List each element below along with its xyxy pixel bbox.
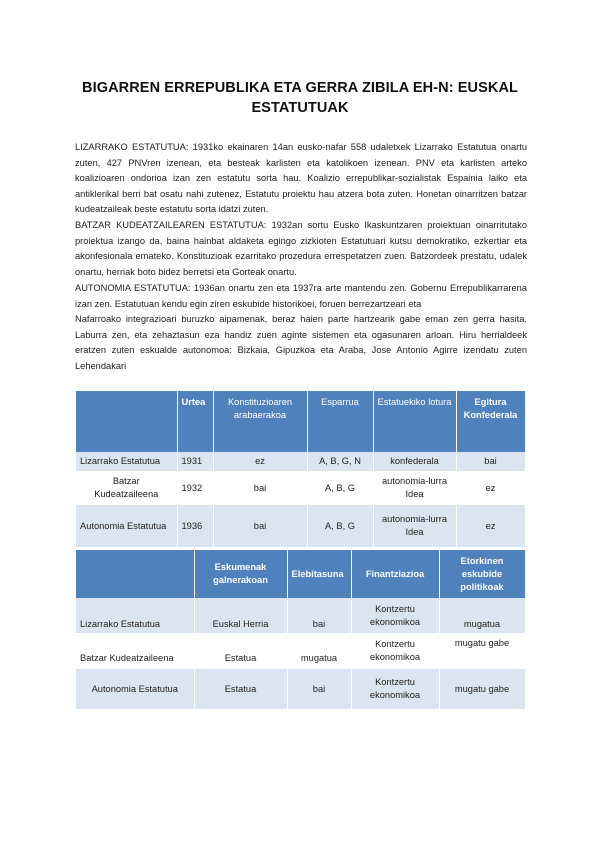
- table-cell: mugatua: [287, 633, 351, 669]
- table-cell: mugatu gabe: [439, 669, 525, 709]
- table-cell: 1931: [177, 452, 213, 471]
- table-cell: autonomia-lurra Idea: [373, 505, 456, 547]
- paragraph-batzar: [75, 218, 527, 280]
- table-cell: A, B, G, N: [307, 452, 373, 471]
- table-cell: Batzar Kudeatzaileena: [76, 633, 194, 669]
- table-header: Urtea: [177, 391, 213, 452]
- table-header: [76, 391, 177, 452]
- table-cell: Kontzertu ekonomikoa: [351, 669, 439, 709]
- table-header: Estatuekiko lotura: [373, 391, 456, 452]
- table-cell: mugatua: [439, 598, 525, 633]
- table-header-row: [76, 391, 525, 452]
- table-cell: autonomia-lurra Idea: [373, 471, 456, 505]
- table-header: Finantziazioa: [351, 550, 439, 598]
- table-header: Etorkinen eskubide politikoak: [439, 550, 525, 598]
- table-row: [76, 669, 525, 709]
- table-row: [76, 452, 525, 471]
- table-cell: Lizarrako Estatutua: [76, 452, 177, 471]
- table-header: Egitura Konfederala: [456, 391, 525, 452]
- table-header: Eskumenak galnerakoan: [194, 550, 287, 598]
- statutes-table-2: [76, 550, 526, 709]
- table-cell: Kontzertu ekonomikoa: [351, 633, 439, 669]
- table-header: [76, 550, 194, 598]
- table-cell: ez: [213, 452, 307, 471]
- table-header: Konstituzioaren arabaerakoa: [213, 391, 307, 452]
- table-cell: Estatua: [194, 633, 287, 669]
- paragraph-lizarrako: [75, 140, 527, 218]
- table-cell: bai: [213, 505, 307, 547]
- page-title: BIGARREN ERREPUBLIKA ETA GERRA ZIBILA EH-N: EUSKAL ESTATUTUAK: [82, 80, 518, 116]
- paragraph-autonomia: [75, 281, 527, 375]
- table-cell: A, B, G: [307, 505, 373, 547]
- table-row: [76, 633, 525, 669]
- table-row: [76, 471, 525, 505]
- table-cell: A, B, G: [307, 471, 373, 505]
- table-cell: konfederala: [373, 452, 456, 471]
- table-header-row: [76, 550, 525, 598]
- table-cell: ez: [456, 471, 525, 505]
- table-cell: Estatua: [194, 669, 287, 709]
- table-cell: Autonomia Estatutua: [76, 669, 194, 709]
- table-cell: Autonomia Estatutua: [76, 505, 177, 547]
- table-row: [76, 598, 525, 633]
- table-header: Esparrua: [307, 391, 373, 452]
- statutes-table-1: [76, 391, 526, 547]
- table-header: Elebitasuna: [287, 550, 351, 598]
- paragraph-text: LIZARRAKO ESTATUTUA: 1931ko ekainaren 14an eusko-nafar 558 udaletxek Lizarrako Estatutua onartu zuten, 427 PNVren izenean, eta besteak karlisten eta katolikoen izenean. PNV eta karlisten arteko koalizioaren ondorioa izan zen estatutu sorta hau. Koalizio errepublikar-sozialistak Espainia laiko eta antiklerikal berri bat osatu nahi zutenez, Estatutu proiektu hau atzera bota zuten. Honetan oinarritzen batzar kudeatzaileak beste estatutu sorta idatzi zuten.: [75, 142, 527, 215]
- table-cell: bai: [213, 471, 307, 505]
- table-row: [76, 505, 525, 547]
- table-cell: 1932: [177, 471, 213, 505]
- table-cell: ez: [456, 505, 525, 547]
- table-cell: bai: [287, 669, 351, 709]
- paragraph-text: Nafarroako integrazioari buruzko aipamenak, beraz haien parte hartzearik gabe eman zen gerra hasita. Laburra zen, eta zehaztasun eza handiz zuen aginte sistemen eta ogasunaren arloan. Hiru herrialdeek eratzen zuten eskualde autonomoa: Bizkaia, Gipuzkoa eta Araba, Jose Antonio Agirre izendatu zuten Lehendakari: [75, 314, 527, 371]
- table-cell: Batzar Kudeatzaileena: [76, 471, 177, 505]
- table-cell: Kontzertu ekonomikoa: [351, 598, 439, 633]
- paragraph-text: AUTONOMIA ESTATUTUA: 1936an onartu zen eta 1937ra arte mantendu zen. Gobernu Errepublikarrarena izan zen. Estatutuan kendu egin ziren eskubide historikoei, foruen berrezartzeari eta: [75, 283, 527, 309]
- table-cell: bai: [456, 452, 525, 471]
- table-cell: Lizarrako Estatutua: [76, 598, 194, 633]
- table-cell: bai: [287, 598, 351, 633]
- table-cell: mugatu gabe: [439, 633, 525, 669]
- paragraph-text: BATZAR KUDEATZAILEAREN ESTATUTUA: 1932an sortu Eusko Ikaskuntzaren proiektuan oinarritutako proiektua izango da, baina hainbat aldaketa egingo zizkioten Estatutuari kutsu demokratiko, ezkertiar eta akonfesionala emateko. Konstituzioak ezarritako prozedura errespetatzen zuen. Batzordeek prestatu, udalek onartu, herriak boto bidez berretsi eta Gorteak onartu.: [75, 220, 527, 277]
- table-cell: Euskal Herria: [194, 598, 287, 633]
- table-cell: 1936: [177, 505, 213, 547]
